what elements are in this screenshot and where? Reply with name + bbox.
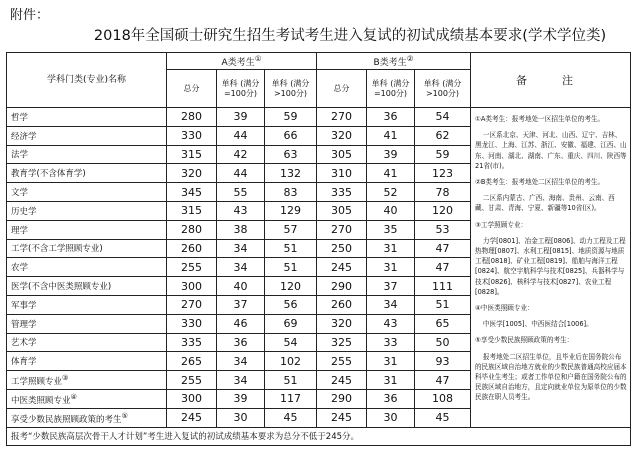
a-score-cell: 34	[217, 239, 265, 258]
a-score-cell: 260	[167, 239, 217, 258]
page-title: 2018年全国硕士研究生招生考试考生进入复试的初试成绩基本要求(学术学位类)	[93, 28, 607, 44]
b-score-cell: 245	[317, 371, 367, 390]
footer-row	[7, 427, 631, 445]
remark-line: 二区系内蒙古、广西、海南、贵州、云南、西藏、甘肃、青海、宁夏、新疆等10省(区)。	[475, 194, 615, 213]
subject-name: 哲学	[7, 108, 167, 127]
b-score-cell: 47	[415, 371, 471, 390]
subject-name: 历史学	[7, 201, 167, 220]
subject-name: 体育学	[7, 352, 167, 371]
a-score-cell: 45	[265, 408, 317, 427]
a-score-cell: 315	[167, 201, 217, 220]
subject-name: 医学(不含中医类照顾专业)	[7, 277, 167, 296]
b-total-header: 总分	[317, 70, 367, 108]
a-score-cell: 39	[217, 389, 265, 408]
a-score-cell: 255	[167, 371, 217, 390]
a-score-cell: 280	[167, 220, 217, 239]
b-score-cell: 47	[415, 258, 471, 277]
a-score-cell: 280	[167, 108, 217, 127]
b-score-cell: 45	[415, 408, 471, 427]
remark-line: 力学[0801]、冶金工程[0806]、动力工程及工程热物理[0807]、水利工程[0815]、地质资源与地质工程[0818]、矿业工程[0819]、船舶与海洋工程[0824]、航空宇航科学与技术[0825]、兵器科学与技术[0826]、核科学与技术[0827]、农业工程[0828]。	[475, 236, 626, 296]
subject-name: 法学	[7, 145, 167, 164]
subject-name: 工学(不含工学照顾专业)	[7, 239, 167, 258]
b-score-cell: 260	[317, 295, 367, 314]
remarks-cell	[471, 108, 631, 428]
a-score-cell: 66	[265, 126, 317, 145]
a-score-cell: 55	[217, 183, 265, 202]
remark-line: ①A类考生：报考地处一区招生单位的考生。	[475, 115, 605, 123]
b-score-cell: 52	[367, 183, 415, 202]
b-score-cell: 320	[317, 314, 367, 333]
a-score-cell: 51	[265, 239, 317, 258]
b-score-cell: 31	[367, 239, 415, 258]
b-score-cell: 325	[317, 333, 367, 352]
b-score-cell: 245	[317, 258, 367, 277]
subject-name: 理学	[7, 220, 167, 239]
b-score-cell: 120	[415, 201, 471, 220]
b-score-cell: 111	[415, 277, 471, 296]
remark-line: 报考地处二区招生单位，且毕业后在国务院公布的民族区域自治地方就业的少数民族普通高校应届本科毕业生考生；或者工作单位和户籍在国务院公布的民族区域自治地方，且定向就业单位为原单位的少数民族在职人员考生。	[475, 352, 627, 402]
b-score-cell: 54	[415, 108, 471, 127]
a-score-cell: 270	[167, 295, 217, 314]
a-score-cell: 69	[265, 314, 317, 333]
a-score-cell: 83	[265, 183, 317, 202]
b-score-cell: 320	[317, 126, 367, 145]
b-score-cell: 31	[367, 258, 415, 277]
a-score-cell: 330	[167, 126, 217, 145]
table-row	[7, 108, 631, 127]
a-score-cell: 34	[217, 258, 265, 277]
b-score-cell: 123	[415, 164, 471, 183]
b-score-cell: 305	[317, 145, 367, 164]
remark-line: ④中医类照顾专业：	[475, 304, 534, 313]
b-score-cell: 245	[317, 408, 367, 427]
a-score-cell: 345	[167, 183, 217, 202]
remarks-header: 备 注	[471, 53, 631, 108]
b-singlegt100-header: 单科 (满分 >100分)	[415, 70, 471, 108]
score-table	[6, 52, 631, 446]
a-score-cell: 57	[265, 220, 317, 239]
a-score-cell: 59	[265, 108, 317, 127]
a-score-cell: 51	[265, 258, 317, 277]
a-singlegt100-header: 单科 (满分 >100分)	[265, 70, 317, 108]
a-score-cell: 44	[217, 126, 265, 145]
a-score-cell: 132	[265, 164, 317, 183]
remark-line: ③工学照顾专业：	[475, 220, 528, 229]
subject-name: 管理学	[7, 314, 167, 333]
b-score-cell: 255	[317, 352, 367, 371]
a-score-cell: 129	[265, 201, 317, 220]
b-score-cell: 36	[367, 389, 415, 408]
a-score-cell: 265	[167, 352, 217, 371]
a-score-cell: 34	[217, 352, 265, 371]
b-score-cell: 290	[317, 277, 367, 296]
a-score-cell: 37	[217, 295, 265, 314]
a-score-cell: 120	[265, 277, 317, 296]
a-single100-header: 单科 (满分 =100分)	[217, 70, 265, 108]
a-score-cell: 330	[167, 314, 217, 333]
subject-header: 学科门类(专业)名称	[7, 53, 167, 108]
b-score-cell: 30	[367, 408, 415, 427]
a-score-cell: 315	[167, 145, 217, 164]
b-score-cell: 33	[367, 333, 415, 352]
a-score-cell: 38	[217, 220, 265, 239]
a-score-cell: 56	[265, 295, 317, 314]
subject-name: 教育学(不含体育学)	[7, 164, 167, 183]
subject-name: 军事学	[7, 295, 167, 314]
b-score-cell: 34	[367, 295, 415, 314]
b-score-cell: 36	[367, 108, 415, 127]
a-score-cell: 44	[217, 164, 265, 183]
subject-name: 中医类照顾专业④	[7, 389, 167, 408]
a-score-cell: 320	[167, 164, 217, 183]
b-score-cell: 50	[415, 333, 471, 352]
a-score-cell: 255	[167, 258, 217, 277]
a-score-cell: 63	[265, 145, 317, 164]
b-score-cell: 250	[317, 239, 367, 258]
a-score-cell: 102	[265, 352, 317, 371]
b-score-cell: 290	[317, 389, 367, 408]
remark-line: ⑤享受少数民族照顾政策的考生：	[475, 336, 574, 345]
a-score-cell: 54	[265, 333, 317, 352]
subject-name: 经济学	[7, 126, 167, 145]
b-score-cell: 31	[367, 371, 415, 390]
group-a-header: A类考生①	[167, 53, 317, 70]
b-single100-header: 单科 (满分 =100分)	[367, 70, 415, 108]
a-score-cell: 30	[217, 408, 265, 427]
a-score-cell: 40	[217, 277, 265, 296]
b-score-cell: 51	[415, 295, 471, 314]
a-score-cell: 335	[167, 333, 217, 352]
subject-name: 享受少数民族照顾政策的考生⑤	[7, 408, 167, 427]
a-score-cell: 39	[217, 108, 265, 127]
b-score-cell: 41	[367, 164, 415, 183]
b-score-cell: 335	[317, 183, 367, 202]
a-score-cell: 43	[217, 201, 265, 220]
b-score-cell: 62	[415, 126, 471, 145]
b-score-cell: 40	[367, 201, 415, 220]
b-score-cell: 310	[317, 164, 367, 183]
b-score-cell: 270	[317, 220, 367, 239]
b-score-cell: 43	[367, 314, 415, 333]
b-score-cell: 93	[415, 352, 471, 371]
a-score-cell: 51	[265, 371, 317, 390]
a-score-cell: 245	[167, 408, 217, 427]
subject-name: 农学	[7, 258, 167, 277]
a-score-cell: 117	[265, 389, 317, 408]
b-score-cell: 108	[415, 389, 471, 408]
b-score-cell: 41	[367, 126, 415, 145]
footer-note: 报考“少数民族高层次骨干人才计划”考生进入复试的初试成绩基本要求为总分不低于245分。	[7, 427, 631, 445]
b-score-cell: 39	[367, 145, 415, 164]
subject-name: 工学照顾专业③	[7, 371, 167, 390]
b-score-cell: 78	[415, 183, 471, 202]
b-score-cell: 53	[415, 220, 471, 239]
b-score-cell: 37	[367, 277, 415, 296]
b-score-cell: 305	[317, 201, 367, 220]
a-score-cell: 300	[167, 277, 217, 296]
b-score-cell: 31	[367, 352, 415, 371]
b-score-cell: 270	[317, 108, 367, 127]
subject-name: 文学	[7, 183, 167, 202]
remark-line: 一区系北京、天津、河北、山西、辽宁、吉林、黑龙江、上海、江苏、浙江、安徽、福建、江西、山东、河南、湖北、湖南、广东、重庆、四川、陕西等21省(市)。	[475, 131, 627, 170]
subject-name: 艺术学	[7, 333, 167, 352]
a-score-cell: 34	[217, 371, 265, 390]
b-score-cell: 35	[367, 220, 415, 239]
remark-line: 中医学[1005]、中西医结合[1006]。	[482, 320, 593, 329]
a-total-header: 总分	[167, 70, 217, 108]
attachment-label: 附件：	[10, 8, 50, 23]
remark-line: ②B类考生：报考地处二区招生单位的考生。	[475, 178, 605, 187]
group-b-header: B类考生②	[317, 53, 471, 70]
a-score-cell: 42	[217, 145, 265, 164]
b-score-cell: 47	[415, 239, 471, 258]
a-score-cell: 36	[217, 333, 265, 352]
b-score-cell: 65	[415, 314, 471, 333]
a-score-cell: 46	[217, 314, 265, 333]
b-score-cell: 59	[415, 145, 471, 164]
a-score-cell: 300	[167, 389, 217, 408]
